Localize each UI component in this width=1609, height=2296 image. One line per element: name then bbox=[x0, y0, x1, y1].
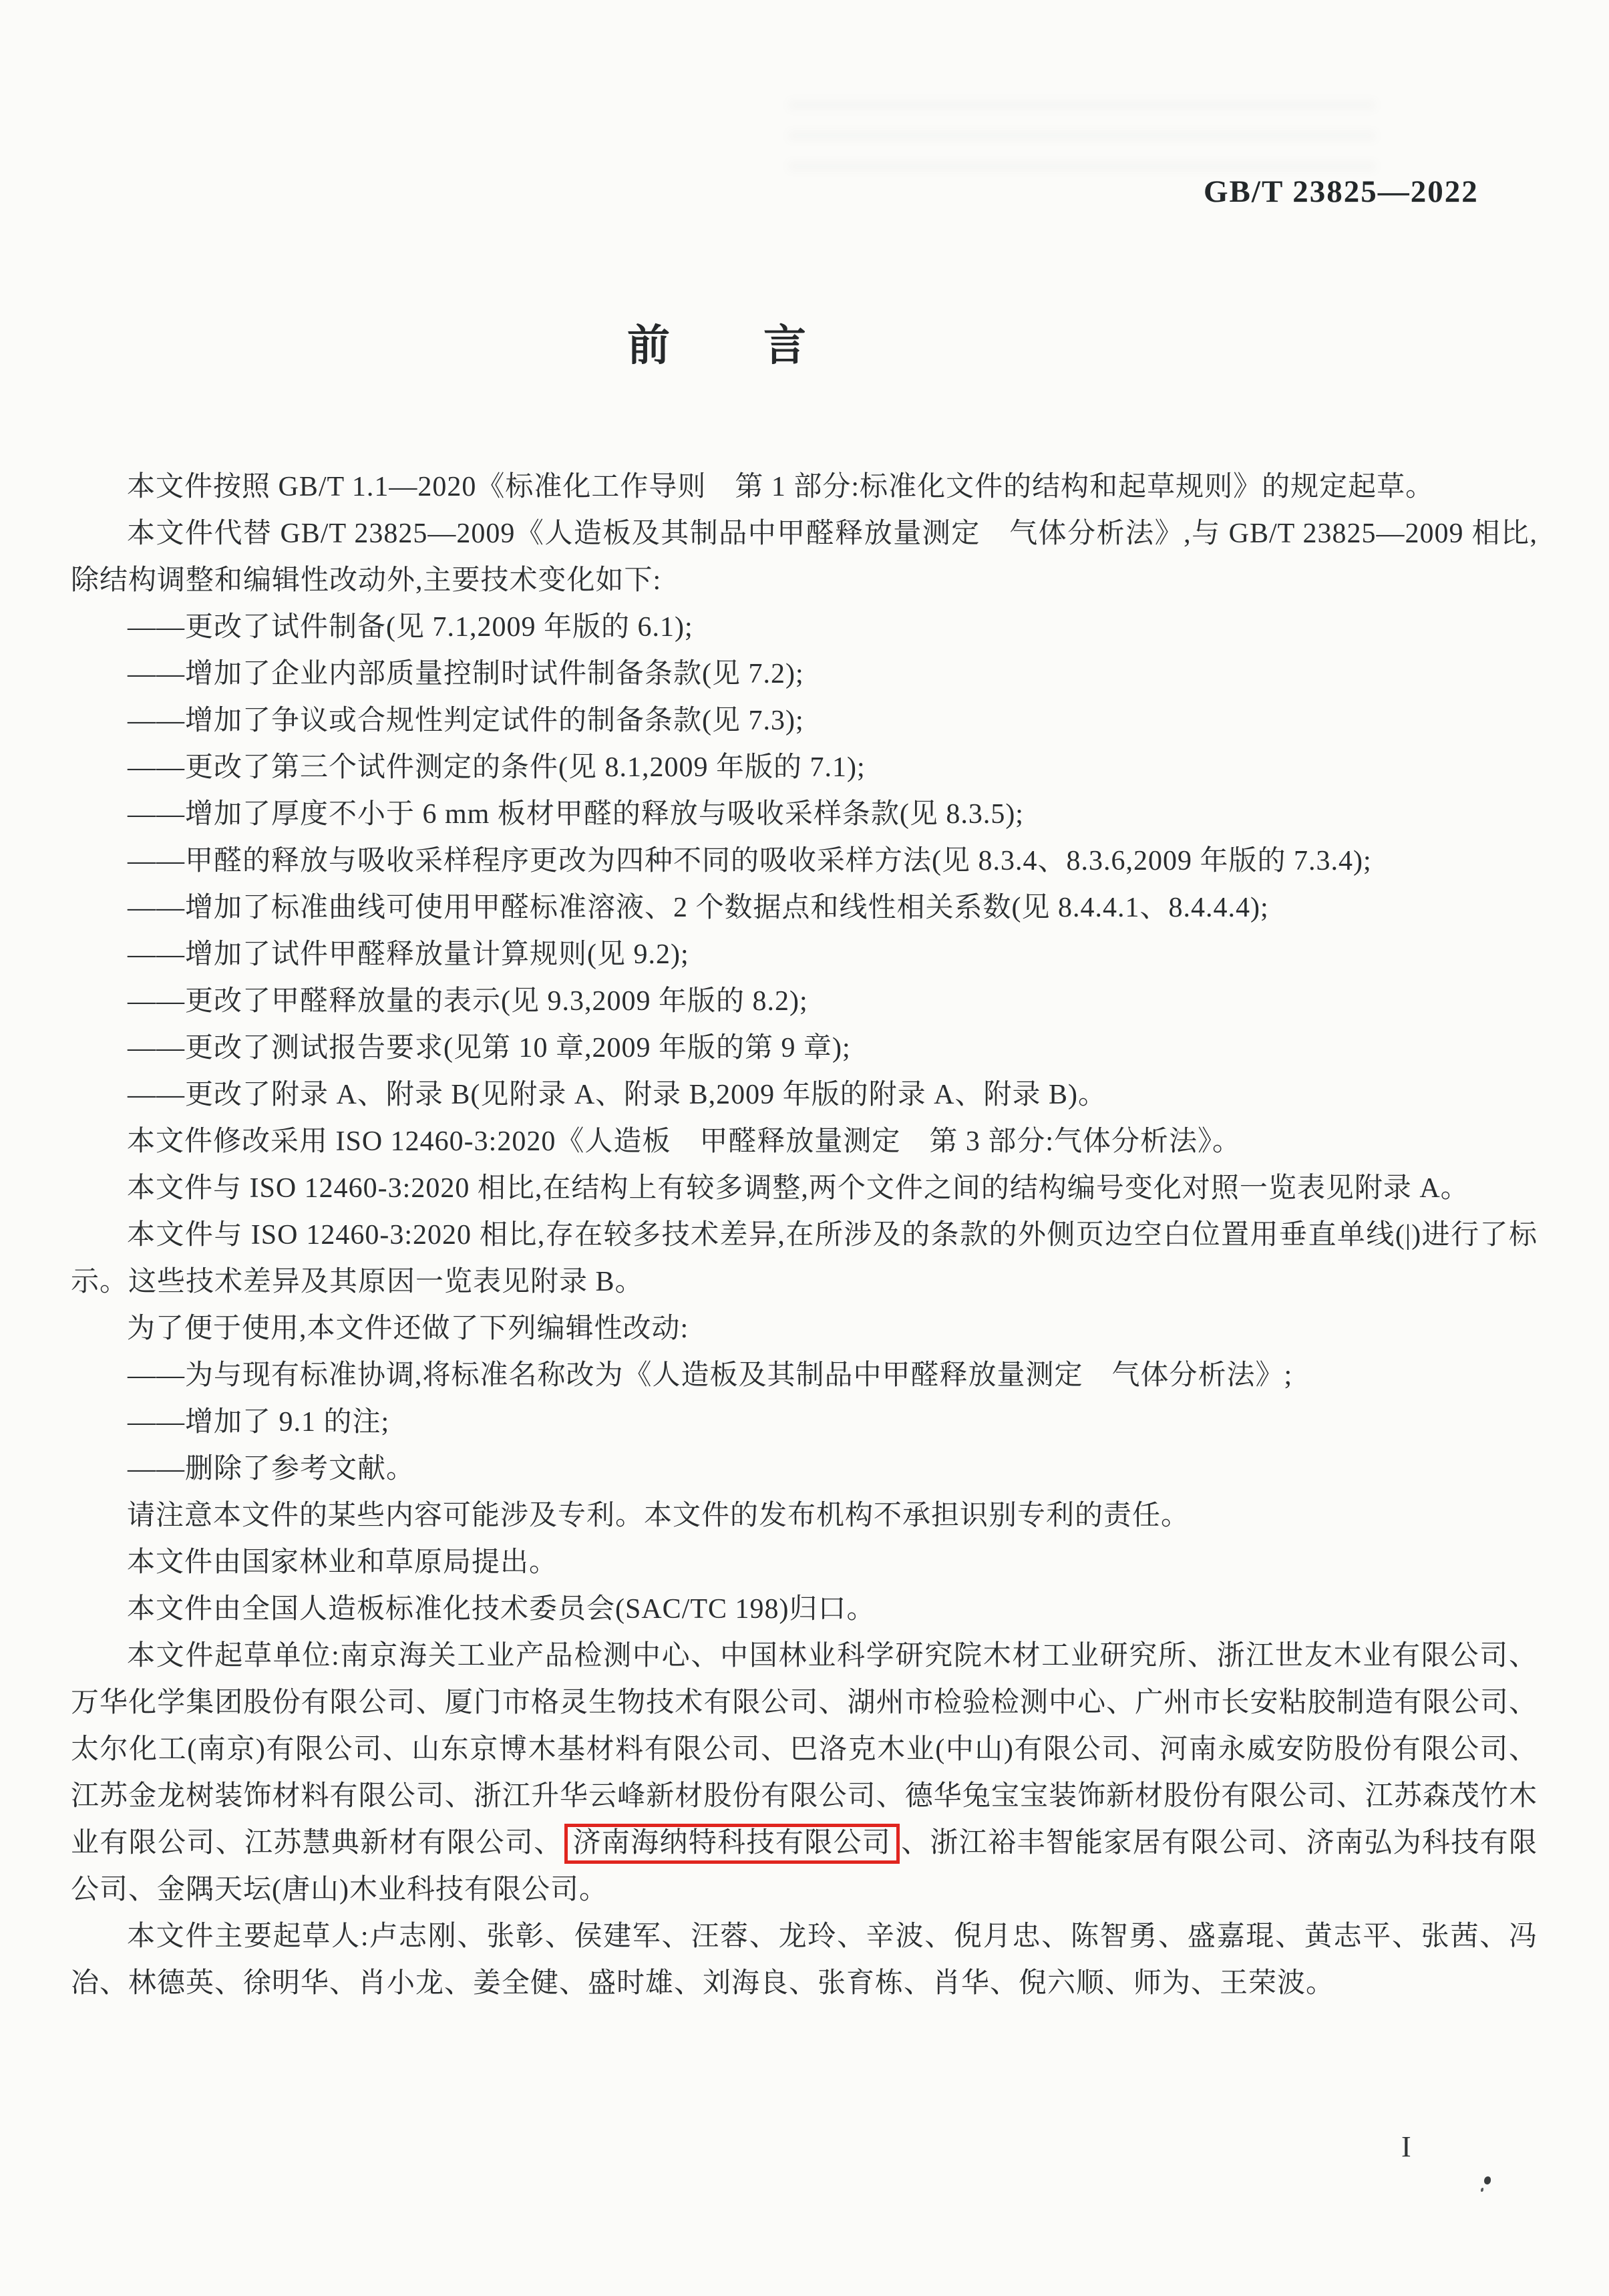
standard-number: GB/T 23825—2022 bbox=[1204, 174, 1479, 209]
page-title: 前 言 bbox=[627, 321, 809, 369]
highlighted-company-red-box: 济南海纳特科技有限公司 bbox=[564, 1824, 900, 1864]
scan-bleedthrough-artifact bbox=[788, 100, 1376, 180]
paragraph-basis: 本文件按照 GB/T 1.1—2020《标准化工作导则 第 1 部分:标准化文件的结构和起草规则》的规定起草。 bbox=[127, 472, 1435, 502]
paragraph-committee: 本文件由全国人造板标准化技术委员会(SAC/TC 198)归口。 bbox=[127, 1594, 876, 1625]
change-item: ——更改了测试报告要求(见第 10 章,2009 年版的第 9 章); bbox=[128, 1033, 851, 1063]
foreword-body bbox=[71, 464, 1538, 2007]
change-item: ——增加了企业内部质量控制时试件制备条款(见 7.2); bbox=[128, 659, 804, 689]
change-item: ——增加了争议或合规性判定试件的制备条款(见 7.3); bbox=[128, 705, 804, 736]
paragraph-editorial-intro: 为了便于使用,本文件还做了下列编辑性改动: bbox=[127, 1313, 689, 1344]
editorial-item: ——删除了参考文献。 bbox=[128, 1454, 415, 1484]
drafting-units-text-before: 本文件起草单位:南京海关工业产品检测中心、中国林业科学研究院木材工业研究所、浙江世友木业有限公司、万华化学集团股份有限公司、厦门市格灵生物技术有限公司、湖州市检验检测中心、广州市长安粘胶制造有限公司、太尔化工(南京)有限公司、山东京博木基材料有限公司、巴洛克木业(中山)有限公司、河南永威安防股份有限公司、江苏金龙树装饰材料有限公司、浙江升华云峰新材股份有限公司、德华兔宝宝装饰新材股份有限公司、江苏森茂竹木业有限公司、江苏慧典新材有限公司、 bbox=[71, 1641, 1538, 1858]
change-item: ——增加了试件甲醛释放量计算规则(见 9.2); bbox=[128, 939, 689, 970]
paragraph-iso-adoption: 本文件修改采用 ISO 12460-3:2020《人造板 甲醛释放量测定 第 3 部分:气体分析法》。 bbox=[127, 1126, 1242, 1157]
editorial-item: ——为与现有标准协调,将标准名称改为《人造板及其制品中甲醛释放量测定 气体分析法》; bbox=[128, 1360, 1293, 1391]
change-item: ——增加了标准曲线可使用甲醛标准溶液、2 个数据点和线性相关系数(见 8.4.4.1、8.4.4.4); bbox=[128, 892, 1269, 923]
editorial-item: ——增加了 9.1 的注; bbox=[128, 1407, 390, 1438]
drafting-units-paragraph bbox=[71, 1633, 1538, 1913]
page-number: I bbox=[1401, 2130, 1411, 2163]
change-item: ——更改了试件制备(见 7.1,2009 年版的 6.1); bbox=[128, 612, 693, 643]
paragraph-proposed-by: 本文件由国家林业和草原局提出。 bbox=[127, 1547, 558, 1578]
drafters-paragraph: 本文件主要起草人:卢志刚、张彰、侯建军、汪蓉、龙玲、辛波、倪月忠、陈智勇、盛嘉琨、黄志平、张茜、冯冶、林德英、徐明华、肖小龙、姜全健、盛时雄、刘海良、张育栋、肖华、倪六顺、师为、王荣波。 bbox=[71, 1921, 1538, 1999]
change-item: ——增加了厚度不小于 6 mm 板材甲醛的释放与吸收采样条款(见 8.3.5); bbox=[128, 799, 1024, 830]
drafting-units-text-after: 、浙江裕丰智能家居有限公司、济南弘为科技有限公司、金隅天坛(唐山)木业科技有限公司。 bbox=[71, 1828, 1538, 1905]
paragraph-patent-notice: 请注意本文件的某些内容可能涉及专利。本文件的发布机构不承担识别专利的责任。 bbox=[127, 1500, 1190, 1531]
change-item: ——更改了第三个试件测定的条件(见 8.1,2009 年版的 7.1); bbox=[128, 752, 866, 783]
paragraph-replaces: 本文件代替 GB/T 23825—2009《人造板及其制品中甲醛释放量测定 气体分析法》,与 GB/T 23825—2009 相比,除结构调整和编辑性改动外,主要技术变化如下: bbox=[71, 518, 1538, 596]
ink-speck bbox=[1484, 2176, 1491, 2184]
change-item: ——甲醛的释放与吸收采样程序更改为四种不同的吸收采样方法(见 8.3.4、8.3.6,2009 年版的 7.3.4); bbox=[128, 846, 1372, 876]
paragraph-difference-note: 本文件与 ISO 12460-3:2020 相比,存在较多技术差异,在所涉及的条款的外侧页边空白位置用垂直单线(|)进行了标示。这些技术差异及其原因一览表见附录 B。 bbox=[71, 1220, 1538, 1297]
change-item: ——更改了甲醛释放量的表示(见 9.3,2009 年版的 8.2); bbox=[128, 986, 808, 1017]
paragraph-structure-note: 本文件与 ISO 12460-3:2020 相比,在结构上有较多调整,两个文件之间的结构编号变化对照一览表见附录 A。 bbox=[127, 1173, 1469, 1204]
change-item: ——更改了附录 A、附录 B(见附录 A、附录 B,2009 年版的附录 A、附录 B)。 bbox=[128, 1080, 1107, 1110]
